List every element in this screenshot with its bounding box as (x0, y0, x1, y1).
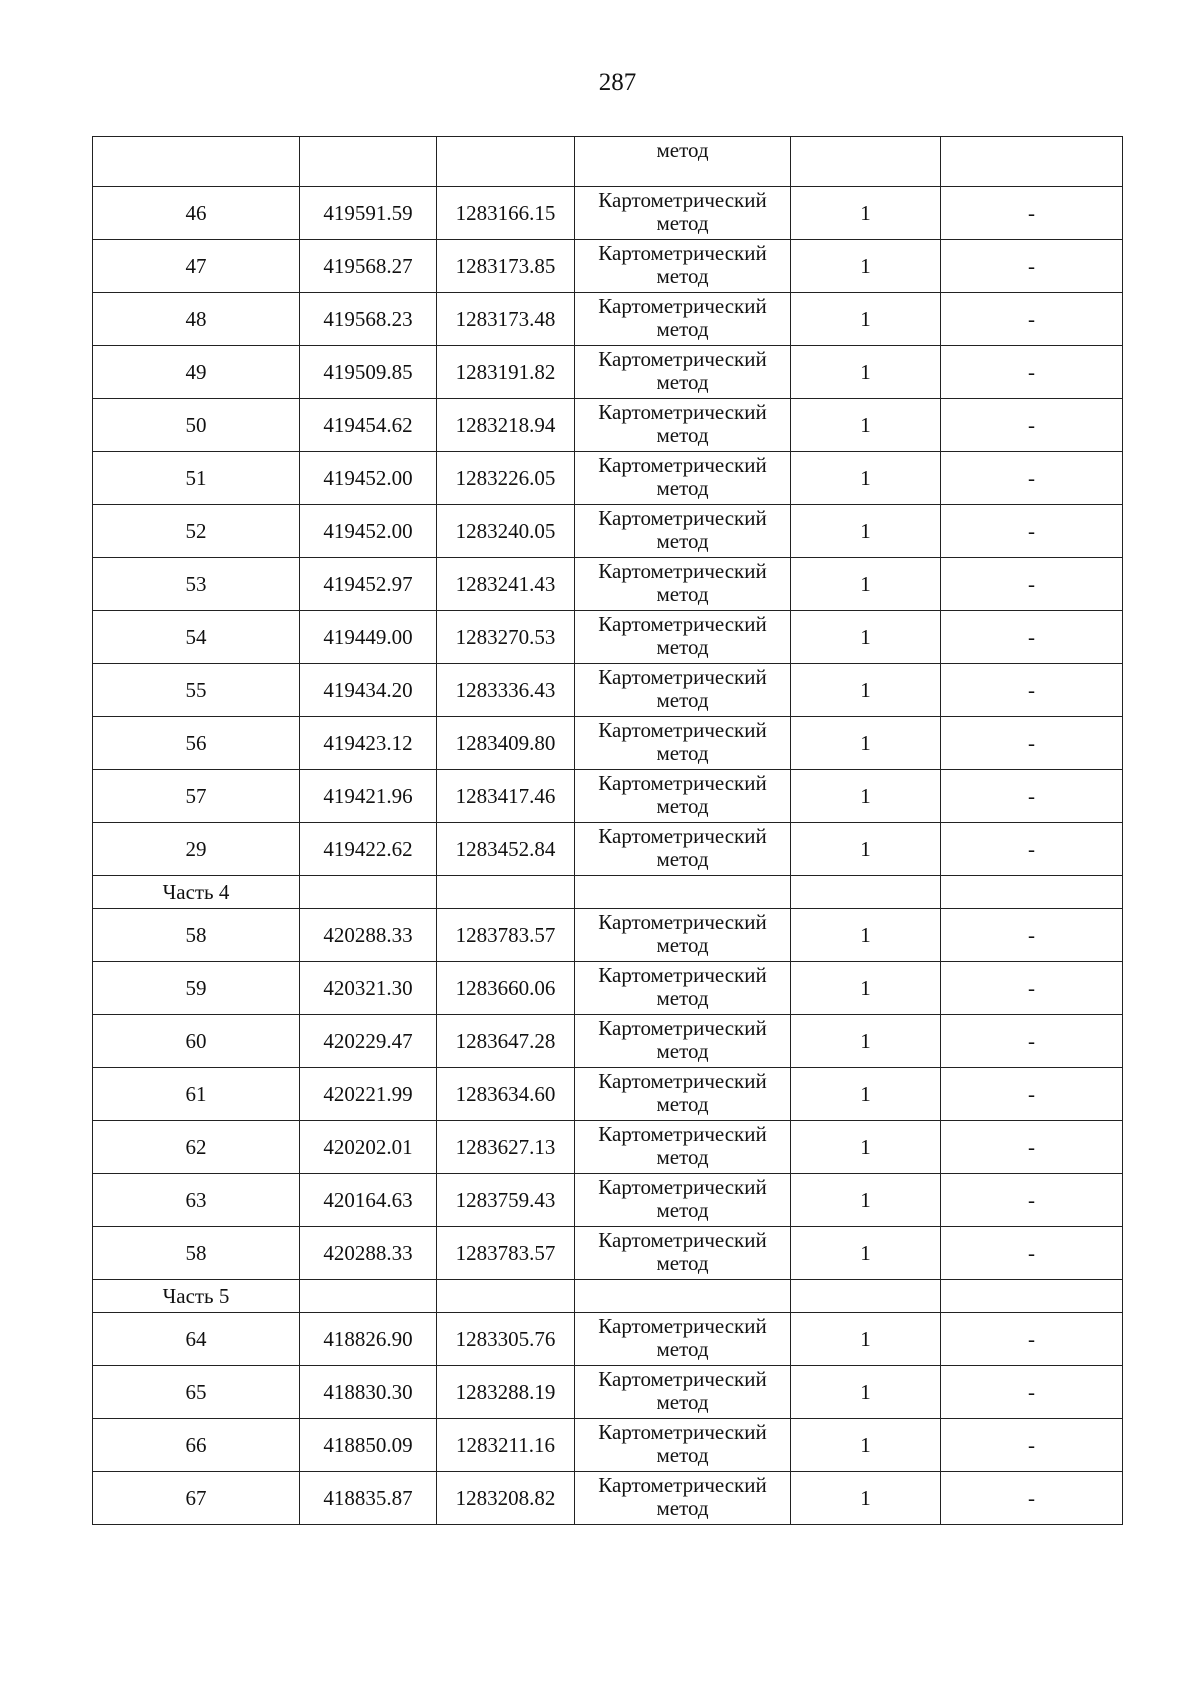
cell-point: 52 (93, 505, 300, 558)
cell-y: 1283241.43 (437, 558, 575, 611)
cell-accuracy: 1 (791, 505, 941, 558)
cell-y: 1283211.16 (437, 1419, 575, 1472)
table-row (93, 240, 1123, 293)
cell-method (575, 399, 791, 452)
cell-method (575, 1366, 791, 1419)
cell-x: 419434.20 (300, 664, 437, 717)
cell-x: 419452.00 (300, 452, 437, 505)
table-row (93, 1227, 1123, 1280)
cell-accuracy: 1 (791, 664, 941, 717)
cell-point: 57 (93, 770, 300, 823)
method-text: Картометрический метод (598, 962, 767, 1010)
method-text: метод (656, 138, 709, 162)
cell-point: 54 (93, 611, 300, 664)
method-text: Картометрический метод (598, 1121, 767, 1169)
cell-point: 63 (93, 1174, 300, 1227)
table-row (93, 611, 1123, 664)
table-row-continued (93, 137, 1123, 187)
method-text: Картометрический метод (598, 187, 767, 235)
cell-note: - (941, 1015, 1123, 1068)
cell-x (300, 1280, 437, 1313)
cell-x: 420321.30 (300, 962, 437, 1015)
cell-method (575, 452, 791, 505)
cell-accuracy: 1 (791, 717, 941, 770)
cell-y: 1283417.46 (437, 770, 575, 823)
method-text: Картометрический метод (598, 1419, 767, 1467)
cell-method (575, 876, 791, 909)
cell-accuracy: 1 (791, 611, 941, 664)
cell-method (575, 240, 791, 293)
cell-note (941, 1280, 1123, 1313)
table-row (93, 1015, 1123, 1068)
cell-y (437, 137, 575, 187)
cell-note (941, 137, 1123, 187)
cell-x: 420229.47 (300, 1015, 437, 1068)
section-row (93, 1280, 1123, 1313)
table-row (93, 399, 1123, 452)
cell-point (93, 137, 300, 187)
cell-note: - (941, 962, 1123, 1015)
method-text: Картометрический метод (598, 452, 767, 500)
cell-y: 1283783.57 (437, 1227, 575, 1280)
cell-method (575, 1419, 791, 1472)
table-row (93, 1313, 1123, 1366)
cell-note: - (941, 1174, 1123, 1227)
cell-y: 1283226.05 (437, 452, 575, 505)
cell-accuracy: 1 (791, 823, 941, 876)
cell-method (575, 1280, 791, 1313)
table-row (93, 452, 1123, 505)
cell-point: 58 (93, 909, 300, 962)
cell-y (437, 1280, 575, 1313)
cell-note: - (941, 346, 1123, 399)
method-text: Картометрический метод (598, 770, 767, 818)
cell-accuracy: 1 (791, 293, 941, 346)
cell-x (300, 137, 437, 187)
cell-method (575, 909, 791, 962)
cell-x: 419568.27 (300, 240, 437, 293)
table-row (93, 909, 1123, 962)
cell-note: - (941, 823, 1123, 876)
cell-y: 1283647.28 (437, 1015, 575, 1068)
cell-point: 58 (93, 1227, 300, 1280)
table-row (93, 823, 1123, 876)
cell-x: 419452.97 (300, 558, 437, 611)
cell-x: 420164.63 (300, 1174, 437, 1227)
table-row (93, 293, 1123, 346)
cell-accuracy: 1 (791, 187, 941, 240)
method-text: Картометрический метод (598, 1472, 767, 1520)
method-text: Картометрический метод (598, 346, 767, 394)
cell-accuracy: 1 (791, 1121, 941, 1174)
cell-x: 419568.23 (300, 293, 437, 346)
method-text: Картометрический метод (598, 717, 767, 765)
cell-point: 55 (93, 664, 300, 717)
cell-point: 51 (93, 452, 300, 505)
cell-method (575, 1227, 791, 1280)
cell-x: 420221.99 (300, 1068, 437, 1121)
cell-y: 1283288.19 (437, 1366, 575, 1419)
cell-accuracy: 1 (791, 1313, 941, 1366)
method-text: Картометрический метод (598, 1366, 767, 1414)
cell-note: - (941, 293, 1123, 346)
cell-method (575, 187, 791, 240)
cell-x: 419509.85 (300, 346, 437, 399)
table-row (93, 1121, 1123, 1174)
cell-note: - (941, 1419, 1123, 1472)
cell-note: - (941, 399, 1123, 452)
cell-y: 1283634.60 (437, 1068, 575, 1121)
cell-note (941, 876, 1123, 909)
cell-note: - (941, 505, 1123, 558)
cell-method (575, 823, 791, 876)
cell-accuracy (791, 1280, 941, 1313)
cell-point: 48 (93, 293, 300, 346)
table-row (93, 770, 1123, 823)
cell-point: 29 (93, 823, 300, 876)
cell-y: 1283660.06 (437, 962, 575, 1015)
method-text: Картометрический метод (598, 1227, 767, 1275)
cell-x: 420288.33 (300, 1227, 437, 1280)
method-text: Картометрический метод (598, 240, 767, 288)
cell-accuracy: 1 (791, 770, 941, 823)
cell-x (300, 876, 437, 909)
cell-method (575, 293, 791, 346)
method-text: Картометрический метод (598, 1068, 767, 1116)
method-text: Картометрический метод (598, 1174, 767, 1222)
cell-x: 420288.33 (300, 909, 437, 962)
cell-accuracy: 1 (791, 1174, 941, 1227)
cell-y: 1283173.85 (437, 240, 575, 293)
cell-method (575, 137, 791, 187)
section-label: Часть 4 (93, 876, 300, 909)
cell-x: 418830.30 (300, 1366, 437, 1419)
table-row (93, 1366, 1123, 1419)
cell-method (575, 346, 791, 399)
cell-y: 1283173.48 (437, 293, 575, 346)
table-row (93, 1419, 1123, 1472)
section-row (93, 876, 1123, 909)
method-text: Картометрический метод (598, 558, 767, 606)
cell-note: - (941, 187, 1123, 240)
table-body (93, 137, 1123, 1525)
cell-note: - (941, 717, 1123, 770)
cell-note: - (941, 1121, 1123, 1174)
coordinates-table (92, 136, 1123, 1525)
method-text: Картометрический метод (598, 505, 767, 553)
cell-note: - (941, 452, 1123, 505)
table-row (93, 1174, 1123, 1227)
cell-x: 418826.90 (300, 1313, 437, 1366)
cell-x: 419591.59 (300, 187, 437, 240)
cell-y: 1283191.82 (437, 346, 575, 399)
cell-x: 419421.96 (300, 770, 437, 823)
cell-note: - (941, 664, 1123, 717)
cell-note: - (941, 1068, 1123, 1121)
cell-point: 67 (93, 1472, 300, 1525)
method-text: Картометрический метод (598, 399, 767, 447)
cell-accuracy: 1 (791, 1068, 941, 1121)
cell-accuracy: 1 (791, 452, 941, 505)
cell-y: 1283783.57 (437, 909, 575, 962)
cell-y (437, 876, 575, 909)
table-row (93, 717, 1123, 770)
table-row (93, 505, 1123, 558)
cell-method (575, 1121, 791, 1174)
cell-point: 50 (93, 399, 300, 452)
cell-accuracy: 1 (791, 1472, 941, 1525)
table-row (93, 187, 1123, 240)
cell-method (575, 664, 791, 717)
cell-y: 1283336.43 (437, 664, 575, 717)
cell-accuracy: 1 (791, 909, 941, 962)
cell-point: 60 (93, 1015, 300, 1068)
section-label: Часть 5 (93, 1280, 300, 1313)
cell-point: 59 (93, 962, 300, 1015)
table-row (93, 962, 1123, 1015)
cell-x: 419449.00 (300, 611, 437, 664)
cell-x: 419423.12 (300, 717, 437, 770)
cell-y: 1283218.94 (437, 399, 575, 452)
cell-y: 1283759.43 (437, 1174, 575, 1227)
cell-note: - (941, 1227, 1123, 1280)
cell-y: 1283305.76 (437, 1313, 575, 1366)
method-text: Картометрический метод (598, 664, 767, 712)
cell-x: 418850.09 (300, 1419, 437, 1472)
method-text: Картометрический метод (598, 1015, 767, 1063)
method-text: Картометрический метод (598, 293, 767, 341)
table-row (93, 346, 1123, 399)
cell-point: 64 (93, 1313, 300, 1366)
cell-method (575, 1313, 791, 1366)
method-text: Картометрический метод (598, 823, 767, 871)
cell-note: - (941, 1366, 1123, 1419)
cell-point: 49 (93, 346, 300, 399)
cell-accuracy: 1 (791, 240, 941, 293)
cell-y: 1283627.13 (437, 1121, 575, 1174)
method-text: Картометрический метод (598, 611, 767, 659)
cell-accuracy: 1 (791, 1366, 941, 1419)
cell-accuracy: 1 (791, 962, 941, 1015)
cell-note: - (941, 1313, 1123, 1366)
cell-method (575, 505, 791, 558)
cell-method (575, 717, 791, 770)
cell-accuracy: 1 (791, 558, 941, 611)
cell-accuracy: 1 (791, 1419, 941, 1472)
table-row (93, 664, 1123, 717)
cell-x: 419422.62 (300, 823, 437, 876)
cell-x: 418835.87 (300, 1472, 437, 1525)
cell-point: 53 (93, 558, 300, 611)
cell-accuracy: 1 (791, 399, 941, 452)
cell-note: - (941, 558, 1123, 611)
cell-accuracy: 1 (791, 346, 941, 399)
cell-method (575, 558, 791, 611)
cell-accuracy (791, 137, 941, 187)
cell-point: 62 (93, 1121, 300, 1174)
cell-point: 65 (93, 1366, 300, 1419)
cell-y: 1283240.05 (437, 505, 575, 558)
cell-note: - (941, 611, 1123, 664)
cell-point: 47 (93, 240, 300, 293)
cell-method (575, 611, 791, 664)
cell-note: - (941, 240, 1123, 293)
method-text: Картометрический метод (598, 909, 767, 957)
cell-y: 1283208.82 (437, 1472, 575, 1525)
cell-note: - (941, 770, 1123, 823)
table-row (93, 1472, 1123, 1525)
cell-y: 1283452.84 (437, 823, 575, 876)
cell-method (575, 770, 791, 823)
cell-note: - (941, 1472, 1123, 1525)
cell-method (575, 1068, 791, 1121)
cell-note: - (941, 909, 1123, 962)
cell-method (575, 1015, 791, 1068)
page-number: 287 (598, 69, 637, 96)
cell-accuracy (791, 876, 941, 909)
method-text: Картометрический метод (598, 1313, 767, 1361)
cell-y: 1283409.80 (437, 717, 575, 770)
cell-x: 419452.00 (300, 505, 437, 558)
cell-x: 419454.62 (300, 399, 437, 452)
cell-point: 46 (93, 187, 300, 240)
table-row (93, 1068, 1123, 1121)
cell-y: 1283166.15 (437, 187, 575, 240)
cell-point: 61 (93, 1068, 300, 1121)
cell-method (575, 962, 791, 1015)
cell-method (575, 1174, 791, 1227)
cell-method (575, 1472, 791, 1525)
cell-accuracy: 1 (791, 1015, 941, 1068)
cell-point: 56 (93, 717, 300, 770)
cell-point: 66 (93, 1419, 300, 1472)
cell-accuracy: 1 (791, 1227, 941, 1280)
cell-y: 1283270.53 (437, 611, 575, 664)
cell-x: 420202.01 (300, 1121, 437, 1174)
table-row (93, 558, 1123, 611)
